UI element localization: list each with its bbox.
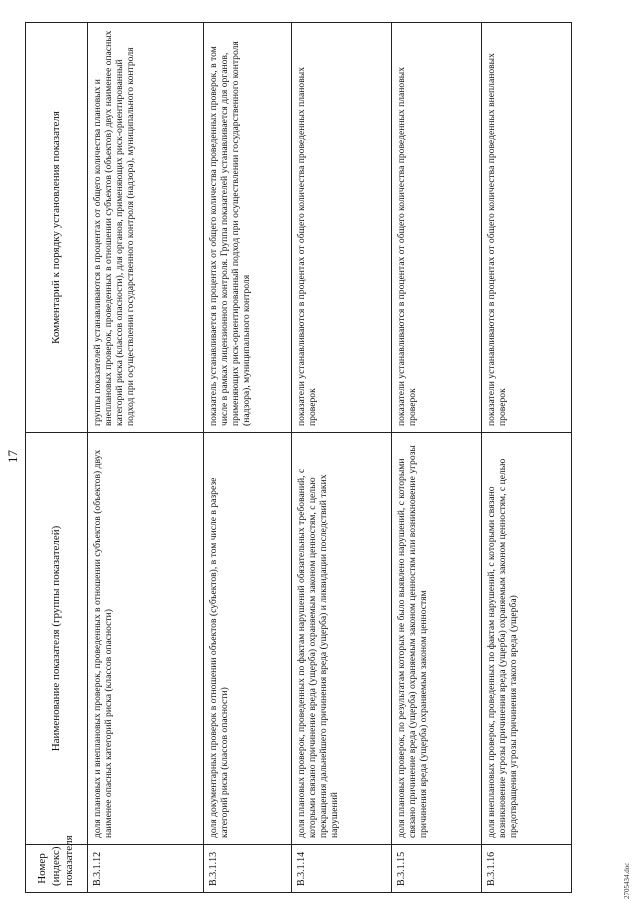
header-number: Номер (индекс) показателя — [26, 845, 88, 893]
row-name: доля плановых проверок, по результатам которых не было выявлено нарушений, с которыми связано причинение вреда (ущерба) охраняемым законом ценностям или возникновение угрозы причинения вреда (ущерба) охраняемым законом ценностям — [392, 432, 482, 844]
row-comment: показатели устанавливаются в процентах от общего количества проведенных внеплановых проверок — [482, 22, 572, 432]
row-name: доля внеплановых проверок, проведенных по фактам нарушений, с которыми связано возникновение угрозы причинения вреда (ущерба) охраняемым законом ценностям, с целью предотвращения угрозы причинения такого вреда (ущерба) — [482, 432, 572, 844]
table-header-row — [26, 22, 88, 892]
table-row — [88, 22, 204, 892]
header-comment: Комментарий к порядку установления показателя — [26, 22, 88, 432]
row-name: доля плановых и внеплановых проверок, проведенных в отношении субъектов (объектов) двух наименее опасных категорий риска (классов опасности) — [88, 432, 204, 844]
table-row — [292, 22, 392, 892]
row-code: В.3.1.15 — [392, 845, 482, 893]
document-file-reference: 2705434.doc — [623, 862, 631, 899]
row-comment: показатель устанавливается в процентах от общего количества проведенных проверок, в том числе в рамках лицензионного контроля. Группа показателей устанавливается для органов, применяющих риск-ориентированный подход при осуществлении государственного контроля (надзора), муниципального контроля — [204, 22, 292, 432]
row-name: доля плановых проверок, проведенных по фактам нарушений обязательных требований, с которыми связано причинение вреда (ущерба) охраняемым законом ценностям, с целью прекращения дальнейшего причинения вреда (ущерба) и ликвидации последствий таких нарушений — [292, 432, 392, 844]
row-code: В.3.1.14 — [292, 845, 392, 893]
table-row — [392, 22, 482, 892]
row-comment: показатели устанавливаются в процентах от общего количества проведенных плановых проверок — [392, 22, 482, 432]
table-row — [204, 22, 292, 892]
row-code: В.3.1.13 — [204, 845, 292, 893]
indicators-table — [25, 22, 572, 893]
header-name: Наименование показателя (группы показателей) — [26, 432, 88, 844]
row-code: В.3.1.16 — [482, 845, 572, 893]
row-comment: показатели устанавливаются в процентах от общего количества проведенных плановых проверок — [292, 22, 392, 432]
row-code: В.3.1.12 — [88, 845, 204, 893]
row-comment: группы показателей устанавливаются в процентах от общего количества плановых и внеплановых проверок, проведенных в отношении субъектов (объектов) двух наименее опасных категорий риска (классов опасности), для органов, применяющих риск-ориентированный подход при осуществлении государственного контроля (надзора), муниципального контроля — [88, 22, 204, 432]
table-row — [482, 22, 572, 892]
page-number: 17 — [5, 450, 20, 463]
row-name: доля документарных проверок в отношении объектов (субъектов), в том числе в разрезе категорий риска (классов опасности) — [204, 432, 292, 844]
